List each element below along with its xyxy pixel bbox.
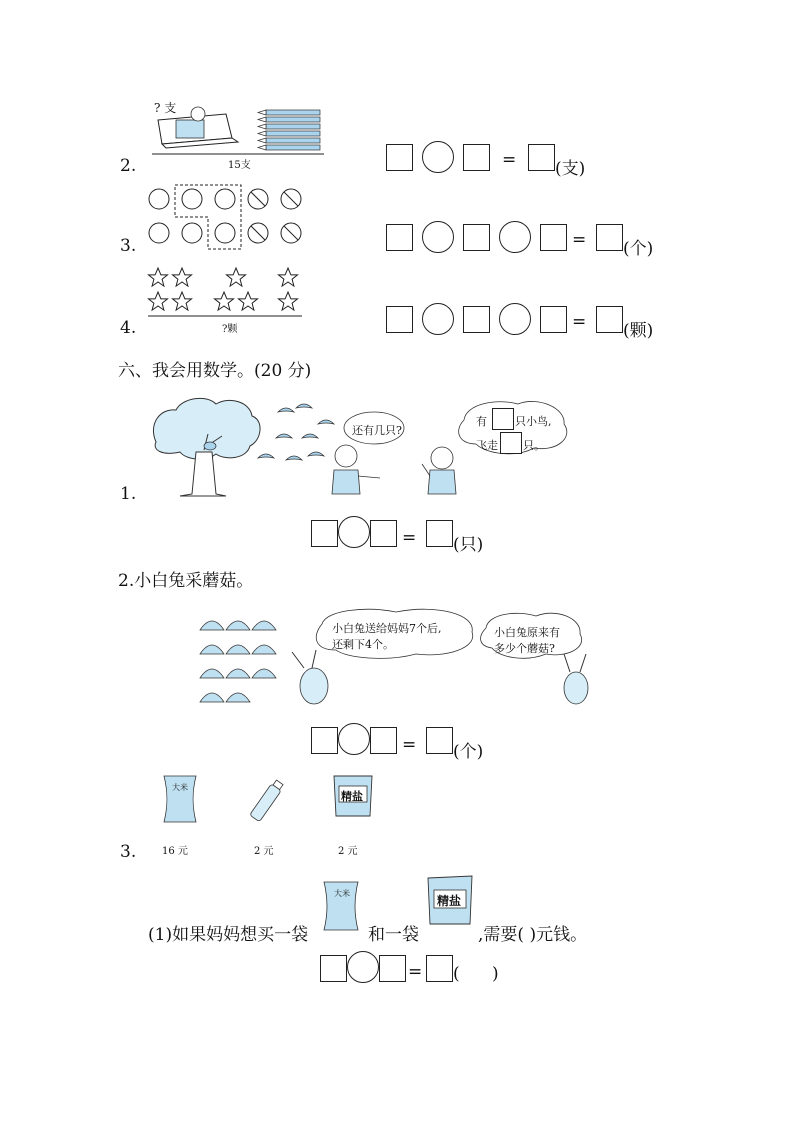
q2-box-1[interactable]: [386, 144, 413, 171]
sub1-text-a: (1)如果妈妈想买一袋: [148, 925, 309, 945]
q2-answer-box[interactable]: [528, 144, 555, 171]
p2-unit: (个): [453, 742, 484, 762]
p2-answer-box[interactable]: [426, 727, 453, 754]
p1-bubble-box-2[interactable]: [500, 432, 522, 454]
p3-box-2[interactable]: [379, 955, 406, 982]
rice-bag-label: 大米: [172, 783, 188, 792]
p2-operator-circle[interactable]: [338, 723, 370, 755]
q4-box-2[interactable]: [463, 306, 490, 333]
p1-box-1[interactable]: [311, 520, 338, 547]
p2-title: 2.小白兔采蘑菇。: [118, 571, 254, 591]
p2-box-2[interactable]: [370, 727, 397, 754]
q3-figure: [144, 183, 314, 253]
salt-price: 2 元: [338, 846, 358, 857]
q2-total-label: 15支: [228, 160, 251, 171]
section-6-title: 六、我会用数学。(20 分): [118, 361, 312, 381]
p1-boy-bubble-text: 还有几只?: [352, 424, 402, 437]
p1-equals: =: [402, 528, 417, 548]
q4-box-3[interactable]: [540, 306, 567, 333]
q3-box-3[interactable]: [540, 224, 567, 251]
q2-box-2[interactable]: [463, 144, 490, 171]
q3-equals: =: [572, 230, 587, 250]
q4-operator-circle-2[interactable]: [499, 303, 531, 335]
q3-answer-box[interactable]: [596, 224, 623, 251]
p2-bubble-left-l2: 还剩下4个。: [332, 638, 394, 651]
q4-box-1[interactable]: [386, 306, 413, 333]
p2-equals: =: [402, 735, 417, 755]
p1-operator-circle[interactable]: [338, 516, 370, 548]
sub1-salt-bag-label: 精盐: [437, 894, 462, 908]
p1-bubble-box-1[interactable]: [492, 408, 514, 430]
p1-girl-bubble-l2b: 只。: [523, 439, 545, 452]
q4-answer-box[interactable]: [596, 306, 623, 333]
q4-equals: =: [572, 312, 587, 332]
water-price: 2 元: [254, 846, 274, 857]
salt-bag-label: 精盐: [341, 790, 363, 803]
p2-bubble-left-l1: 小白兔送给妈妈7个后,: [332, 622, 442, 635]
sub1-rice-bag-image: [318, 878, 364, 934]
q2-operator-circle[interactable]: [422, 141, 454, 173]
rice-price: 16 元: [162, 846, 188, 857]
p3-box-1[interactable]: [320, 955, 347, 982]
q2-question-mark: ? 支: [154, 101, 177, 115]
sub1-rice-bag-label: 大米: [334, 889, 350, 898]
q4-number: 4.: [120, 318, 137, 338]
q4-figure: [144, 264, 306, 320]
p2-bubble-right-l2: 多少个蘑菇?: [494, 642, 555, 655]
p1-girl-bubble-l1a: 有: [476, 415, 487, 428]
sub1-text-c: ,需要( )元钱。: [478, 925, 588, 945]
q4-total-label: ?颗: [222, 324, 238, 335]
p1-girl-bubble-l2a: 飞走: [476, 439, 498, 452]
p2-bubble-right-l1: 小白兔原来有: [494, 626, 560, 639]
q4-operator-circle-1[interactable]: [422, 303, 454, 335]
q3-operator-circle-2[interactable]: [499, 221, 531, 253]
q3-box-1[interactable]: [386, 224, 413, 251]
p1-number: 1.: [120, 484, 137, 504]
rice-bag-image: [158, 772, 202, 826]
p1-unit: (只): [453, 535, 484, 555]
p2-box-1[interactable]: [311, 727, 338, 754]
p3-answer-box[interactable]: [426, 955, 453, 982]
p3-operator-circle[interactable]: [347, 951, 379, 983]
q3-box-2[interactable]: [463, 224, 490, 251]
q2-number: 2.: [120, 156, 137, 176]
q3-unit: (个): [623, 239, 654, 259]
p1-box-2[interactable]: [370, 520, 397, 547]
q3-operator-circle-1[interactable]: [422, 221, 454, 253]
p1-girl-bubble-l1b: 只小鸟,: [515, 415, 552, 428]
q3-number: 3.: [120, 236, 137, 256]
q2-equals: =: [502, 150, 517, 170]
q4-unit: (颗): [623, 321, 654, 341]
p1-answer-box[interactable]: [426, 520, 453, 547]
q2-unit: (支): [555, 159, 586, 179]
p3-unit: ( ): [453, 964, 499, 984]
p3-equals: =: [408, 962, 423, 982]
water-bottle-image: [246, 776, 286, 828]
sub1-text-b: 和一袋: [368, 925, 419, 945]
p3-number: 3.: [120, 842, 137, 862]
